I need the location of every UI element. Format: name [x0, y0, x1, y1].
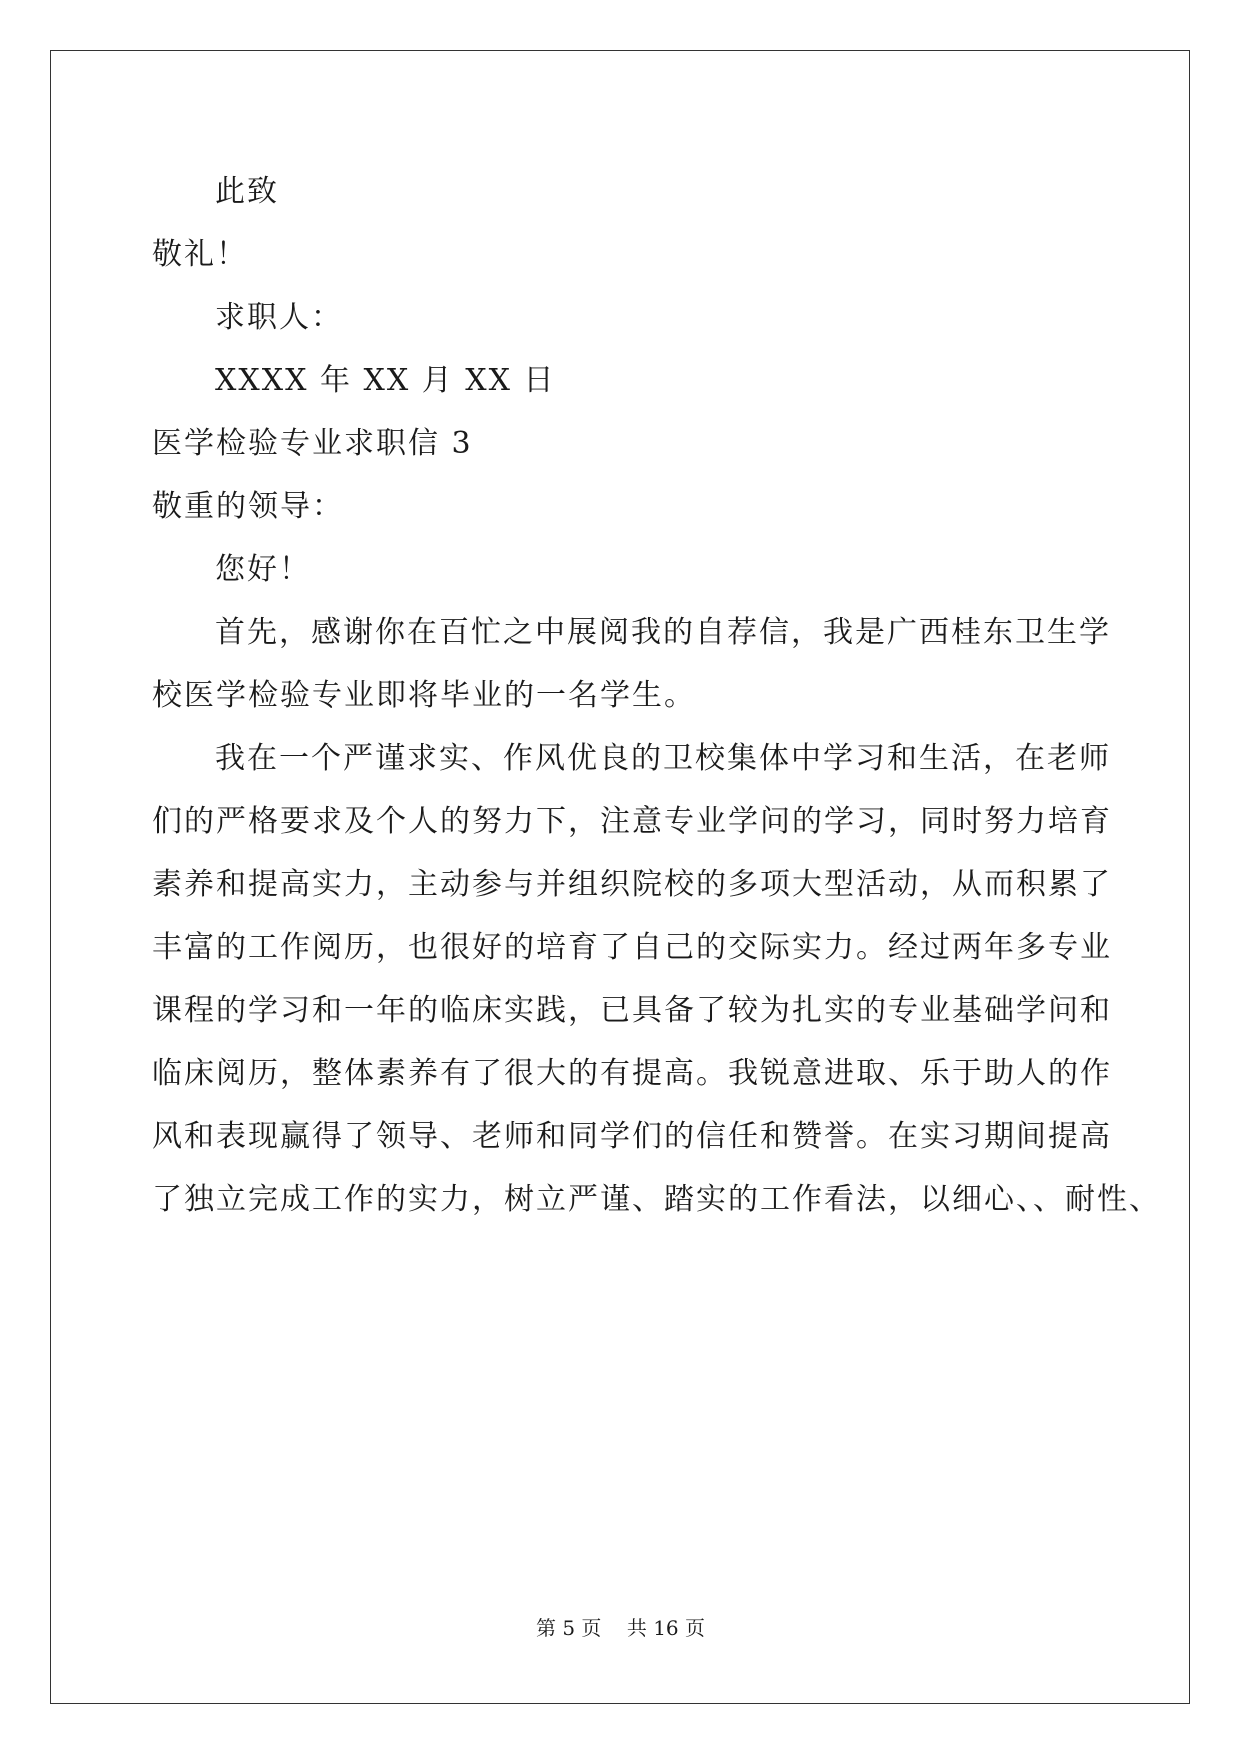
paragraph-line: 了独立完成工作的实力，树立严谨、踏实的工作看法，以细心、、耐性、 — [152, 1182, 1161, 1217]
salute-line: 敬礼！ — [152, 237, 248, 272]
paragraph-line: 素养和提高实力，主动参与并组织院校的多项大型活动，从而积累了 — [152, 867, 1112, 902]
letter-title: 医学检验专业求职信 3 — [152, 426, 473, 461]
greeting-line: 您好！ — [215, 552, 311, 587]
paragraph-line: 校医学检验专业即将毕业的一名学生。 — [152, 678, 696, 713]
date-line: XXXX 年 XX 月 XX 日 — [215, 363, 556, 398]
paragraph-line: 丰富的工作阅历，也很好的培育了自己的交际实力。经过两年多专业 — [152, 930, 1112, 965]
closing-line: 此致 — [215, 174, 279, 209]
paragraph-line: 首先，感谢你在百忙之中展阅我的自荐信，我是广西桂东卫生学 — [215, 615, 1111, 650]
paragraph-line: 我在一个严谨求实、作风优良的卫校集体中学习和生活，在老师 — [215, 741, 1111, 776]
paragraph-line: 们的严格要求及个人的努力下，注意专业学问的学习，同时努力培育 — [152, 804, 1112, 839]
paragraph-line: 临床阅历，整体素养有了很大的有提高。我锐意进取、乐于助人的作 — [152, 1056, 1112, 1091]
paragraph-line: 风和表现赢得了领导、老师和同学们的信任和赞誉。在实习期间提高 — [152, 1119, 1112, 1154]
paragraph-line: 课程的学习和一年的临床实践，已具备了较为扎实的专业基础学问和 — [152, 993, 1112, 1028]
applicant-label: 求职人： — [215, 300, 343, 335]
page-number-footer: 第 5 页 共 16 页 — [535, 1616, 706, 1640]
addressee-line: 敬重的领导： — [152, 489, 344, 524]
